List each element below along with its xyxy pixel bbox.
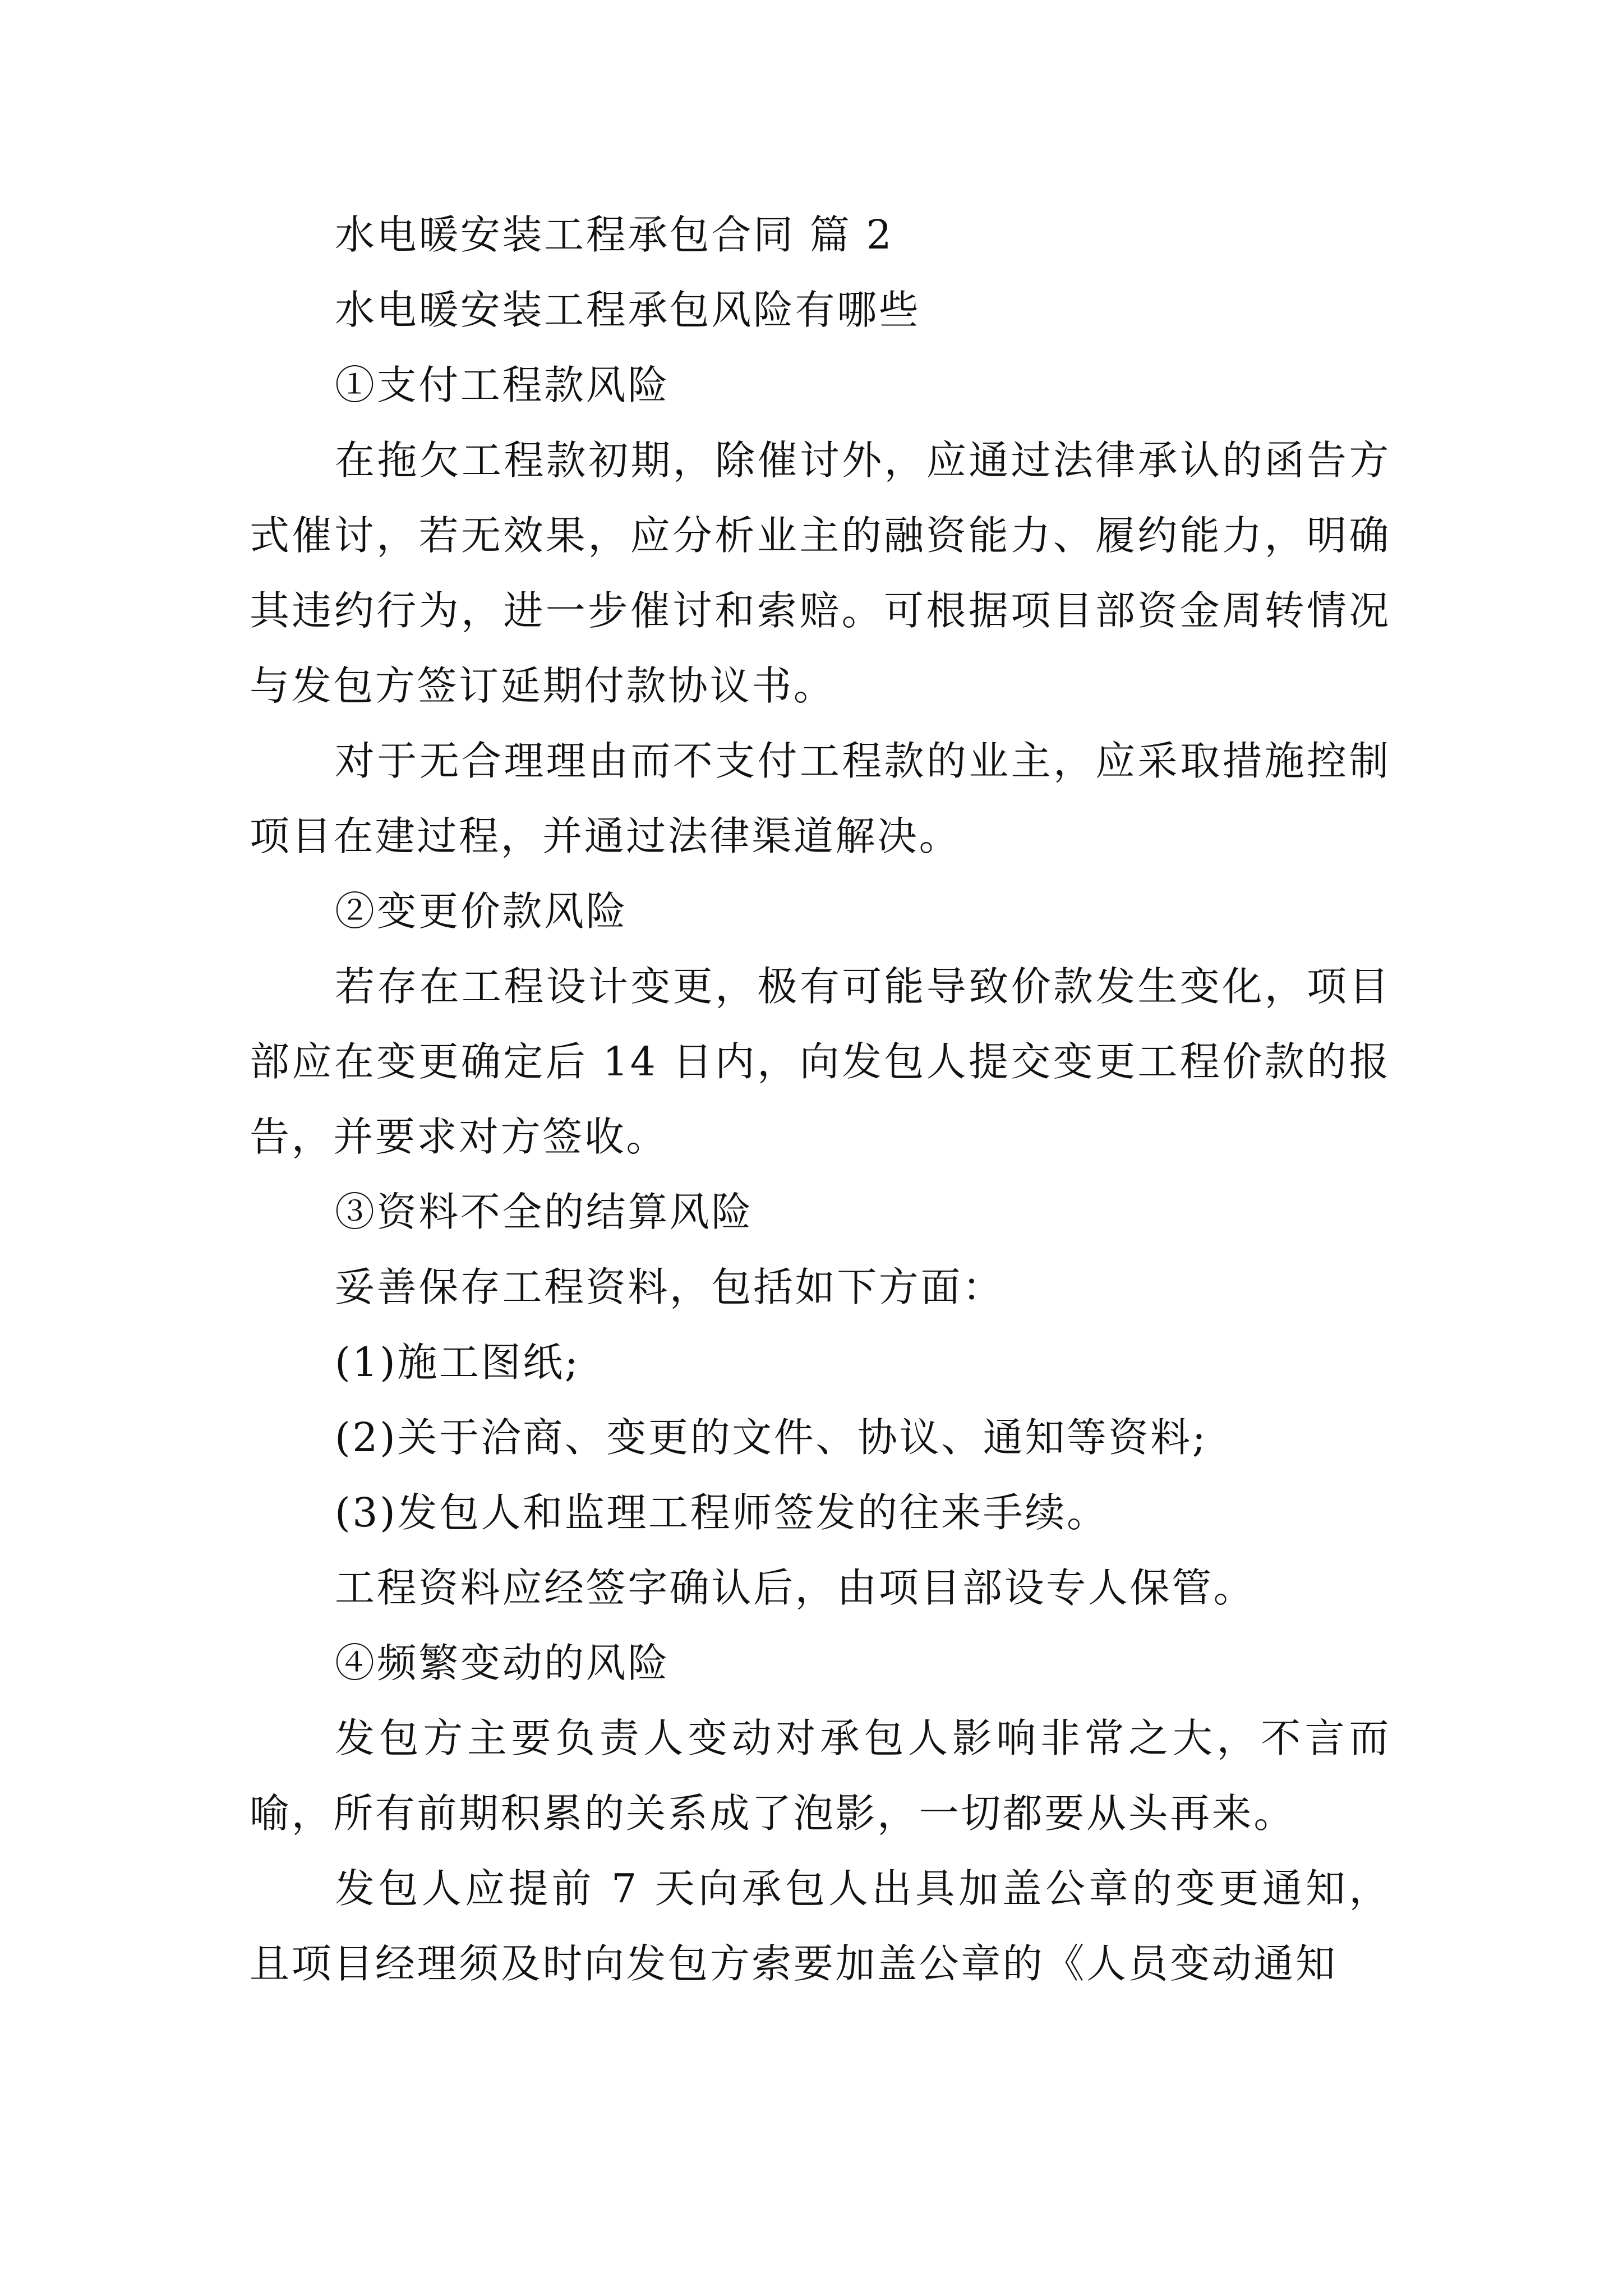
risk-heading-1: ①支付工程款风险: [335, 362, 670, 408]
risk-heading-2: ②变更价款风险: [335, 888, 628, 935]
document-body: [250, 197, 1391, 2001]
paragraph: 对于无合理理由而不支付工程款的业主，应采取措施控制项目在建过程，并通过法律渠道解决。: [250, 738, 1391, 859]
list-item: (2)关于洽商、变更的文件、协议、通知等资料;: [335, 1414, 1208, 1461]
list-item: (3)发包人和监理工程师签发的往来手续。: [335, 1489, 1109, 1536]
risk-heading-4: ④频繁变动的风险: [335, 1640, 670, 1686]
risk-heading-3: ③资料不全的结算风险: [335, 1189, 754, 1235]
section-title: 水电暖安装工程承包合同 篇 2: [335, 211, 894, 258]
paragraph: 妥善保存工程资料，包括如下方面：: [335, 1264, 1004, 1310]
paragraph: 发包人应提前 7 天向承包人出具加盖公章的变更通知，且项目经理须及时向发包方索要加盖公章的《人员变动通知: [250, 1865, 1391, 1987]
section-subtitle: 水电暖安装工程承包风险有哪些: [335, 287, 921, 333]
paragraph: 若存在工程设计变更，极有可能导致价款发生变化，项目部应在变更确定后 14 日内，向发包人提交变更工程价款的报告，并要求对方签收。: [250, 963, 1391, 1160]
paragraph: 发包方主要负责人变动对承包人影响非常之大，不言而喻，所有前期积累的关系成了泡影，一切都要从头再来。: [250, 1715, 1391, 1837]
paragraph: 工程资料应经签字确认后，由项目部设专人保管。: [335, 1565, 1256, 1611]
paragraph: 在拖欠工程款初期，除催讨外，应通过法律承认的函告方式催讨，若无效果，应分析业主的融资能力、履约能力，明确其违约行为，进一步催讨和索赔。可根据项目部资金周转情况与发包方签订延期付款协议书。: [250, 437, 1391, 709]
list-item: (1)施工图纸;: [335, 1339, 580, 1386]
